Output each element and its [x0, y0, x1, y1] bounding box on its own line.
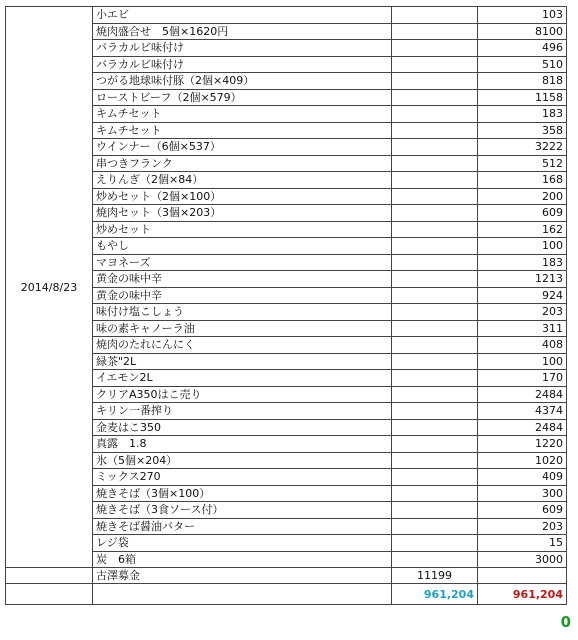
item-name-cell[interactable]: 炒めセット（2個×100）	[93, 188, 392, 205]
item-name-cell[interactable]: 焼きそば（3食ソース付）	[93, 502, 392, 519]
item-row	[6, 7, 567, 24]
item-name-cell[interactable]: もやし	[93, 238, 392, 255]
item-amount-cell[interactable]	[392, 353, 478, 370]
item-price-cell[interactable]: 168	[478, 172, 567, 189]
total-date-cell[interactable]	[6, 584, 93, 605]
item-name-cell[interactable]: 炭 6箱	[93, 551, 392, 568]
item-price-cell[interactable]: 408	[478, 337, 567, 354]
item-amount-cell[interactable]	[392, 56, 478, 73]
item-amount-cell[interactable]	[392, 452, 478, 469]
item-price-cell[interactable]: 609	[478, 502, 567, 519]
item-amount-cell[interactable]	[392, 337, 478, 354]
item-name-cell[interactable]: イエモン2L	[93, 370, 392, 387]
item-name-cell[interactable]: 焼肉盛合せ 5個×1620円	[93, 23, 392, 40]
item-amount-cell[interactable]	[392, 320, 478, 337]
item-name-cell[interactable]: 炒めセット	[93, 221, 392, 238]
item-price-cell[interactable]: 512	[478, 155, 567, 172]
item-name-cell[interactable]: ローストビーフ（2個×579）	[93, 89, 392, 106]
date-cell[interactable]: 2014/8/23	[6, 7, 93, 568]
item-price-cell[interactable]: 496	[478, 40, 567, 57]
item-name-cell[interactable]: キムチセット	[93, 106, 392, 123]
item-name-cell[interactable]: 小エビ	[93, 7, 392, 24]
item-name-cell[interactable]: 焼肉セット（3個×203）	[93, 205, 392, 222]
item-name-cell[interactable]: 串つきフランク	[93, 155, 392, 172]
item-price-cell[interactable]: 2484	[478, 386, 567, 403]
item-price-cell[interactable]: 609	[478, 205, 567, 222]
item-price-cell[interactable]: 170	[478, 370, 567, 387]
item-price-cell[interactable]: 203	[478, 518, 567, 535]
item-amount-cell[interactable]	[392, 89, 478, 106]
item-name-cell[interactable]: バラカルビ味付け	[93, 40, 392, 57]
item-amount-cell[interactable]	[392, 287, 478, 304]
item-name-cell[interactable]: キリン一番搾り	[93, 403, 392, 420]
total-row	[6, 584, 567, 605]
item-price-cell[interactable]: 3222	[478, 139, 567, 156]
expense-rows	[6, 7, 567, 605]
item-name-cell[interactable]: クリアA350はこ売り	[93, 386, 392, 403]
item-name-cell[interactable]: マヨネーズ	[93, 254, 392, 271]
item-amount-cell[interactable]	[392, 419, 478, 436]
item-amount-cell[interactable]	[392, 7, 478, 24]
item-amount-cell[interactable]	[392, 40, 478, 57]
item-price-cell[interactable]: 183	[478, 254, 567, 271]
expense-table	[5, 6, 567, 605]
item-name-cell[interactable]: 焼肉のたれにんにく	[93, 337, 392, 354]
item-amount-cell[interactable]	[392, 155, 478, 172]
item-amount-cell[interactable]	[392, 551, 478, 568]
item-price-cell[interactable]: 300	[478, 485, 567, 502]
item-price-cell[interactable]: 183	[478, 106, 567, 123]
item-price-cell[interactable]: 1213	[478, 271, 567, 288]
item-amount-cell[interactable]	[392, 254, 478, 271]
item-name-cell[interactable]: 真露 1.8	[93, 436, 392, 453]
item-amount-cell[interactable]	[392, 436, 478, 453]
item-name-cell[interactable]: つがる地球味付豚（2個×409）	[93, 73, 392, 90]
item-amount-cell[interactable]	[392, 535, 478, 552]
item-name-cell[interactable]: ミックス270	[93, 469, 392, 486]
item-name-cell[interactable]: 黄金の味中辛	[93, 271, 392, 288]
item-name-cell[interactable]: 金麦はこ350	[93, 419, 392, 436]
item-price-cell[interactable]: 100	[478, 238, 567, 255]
item-amount-cell[interactable]	[392, 502, 478, 519]
item-price-cell[interactable]: 1158	[478, 89, 567, 106]
item-price-cell[interactable]: 100	[478, 353, 567, 370]
item-amount-cell[interactable]	[392, 172, 478, 189]
fund-amount-cell[interactable]: 11199	[392, 568, 478, 584]
item-price-cell[interactable]: 3000	[478, 551, 567, 568]
item-amount-cell[interactable]	[392, 238, 478, 255]
item-name-cell[interactable]: レジ袋	[93, 535, 392, 552]
item-amount-cell[interactable]	[392, 386, 478, 403]
item-name-cell[interactable]: 味の素キャノーラ油	[93, 320, 392, 337]
item-amount-cell[interactable]	[392, 188, 478, 205]
fund-row	[6, 568, 567, 584]
item-amount-cell[interactable]	[392, 403, 478, 420]
fund-price-cell[interactable]	[478, 568, 567, 584]
item-amount-cell[interactable]	[392, 370, 478, 387]
difference-value: 0	[560, 613, 571, 631]
item-name-cell[interactable]: 焼きそば醤油バター	[93, 518, 392, 535]
item-amount-cell[interactable]	[392, 221, 478, 238]
item-amount-cell[interactable]	[392, 469, 478, 486]
item-name-cell[interactable]: 味付け塩こしょう	[93, 304, 392, 321]
item-name-cell[interactable]: ウインナー（6個×537）	[93, 139, 392, 156]
item-amount-cell[interactable]	[392, 205, 478, 222]
item-name-cell[interactable]: 緑茶"2L	[93, 353, 392, 370]
item-price-cell[interactable]: 1020	[478, 452, 567, 469]
total-name-cell[interactable]	[93, 584, 392, 605]
item-price-cell[interactable]: 818	[478, 73, 567, 90]
fund-name-cell[interactable]: 古澤募金	[93, 568, 392, 584]
item-price-cell[interactable]: 1220	[478, 436, 567, 453]
item-amount-cell[interactable]	[392, 518, 478, 535]
item-price-cell[interactable]: 358	[478, 122, 567, 139]
total-right-cell[interactable]: 961,204	[478, 584, 567, 605]
item-price-cell[interactable]: 8100	[478, 23, 567, 40]
item-price-cell[interactable]: 510	[478, 56, 567, 73]
item-amount-cell[interactable]	[392, 122, 478, 139]
item-amount-cell[interactable]	[392, 23, 478, 40]
item-amount-cell[interactable]	[392, 271, 478, 288]
item-amount-cell[interactable]	[392, 304, 478, 321]
item-price-cell[interactable]: 103	[478, 7, 567, 24]
item-name-cell[interactable]: バラカルビ味付け	[93, 56, 392, 73]
item-price-cell[interactable]: 162	[478, 221, 567, 238]
item-name-cell[interactable]: 黄金の味中辛	[93, 287, 392, 304]
item-name-cell[interactable]: 焼きそば（3個×100）	[93, 485, 392, 502]
item-price-cell[interactable]: 311	[478, 320, 567, 337]
item-name-cell[interactable]: キムチセット	[93, 122, 392, 139]
item-price-cell[interactable]: 924	[478, 287, 567, 304]
item-price-cell[interactable]: 4374	[478, 403, 567, 420]
item-price-cell[interactable]: 200	[478, 188, 567, 205]
item-amount-cell[interactable]	[392, 73, 478, 90]
item-amount-cell[interactable]	[392, 139, 478, 156]
item-amount-cell[interactable]	[392, 106, 478, 123]
item-price-cell[interactable]: 15	[478, 535, 567, 552]
item-amount-cell[interactable]	[392, 485, 478, 502]
item-price-cell[interactable]: 203	[478, 304, 567, 321]
total-left-cell[interactable]: 961,204	[392, 584, 478, 605]
item-price-cell[interactable]: 2484	[478, 419, 567, 436]
item-name-cell[interactable]: 氷（5個×204）	[93, 452, 392, 469]
item-name-cell[interactable]: えりんぎ（2個×84）	[93, 172, 392, 189]
item-price-cell[interactable]: 409	[478, 469, 567, 486]
fund-date-cell[interactable]	[6, 568, 93, 584]
